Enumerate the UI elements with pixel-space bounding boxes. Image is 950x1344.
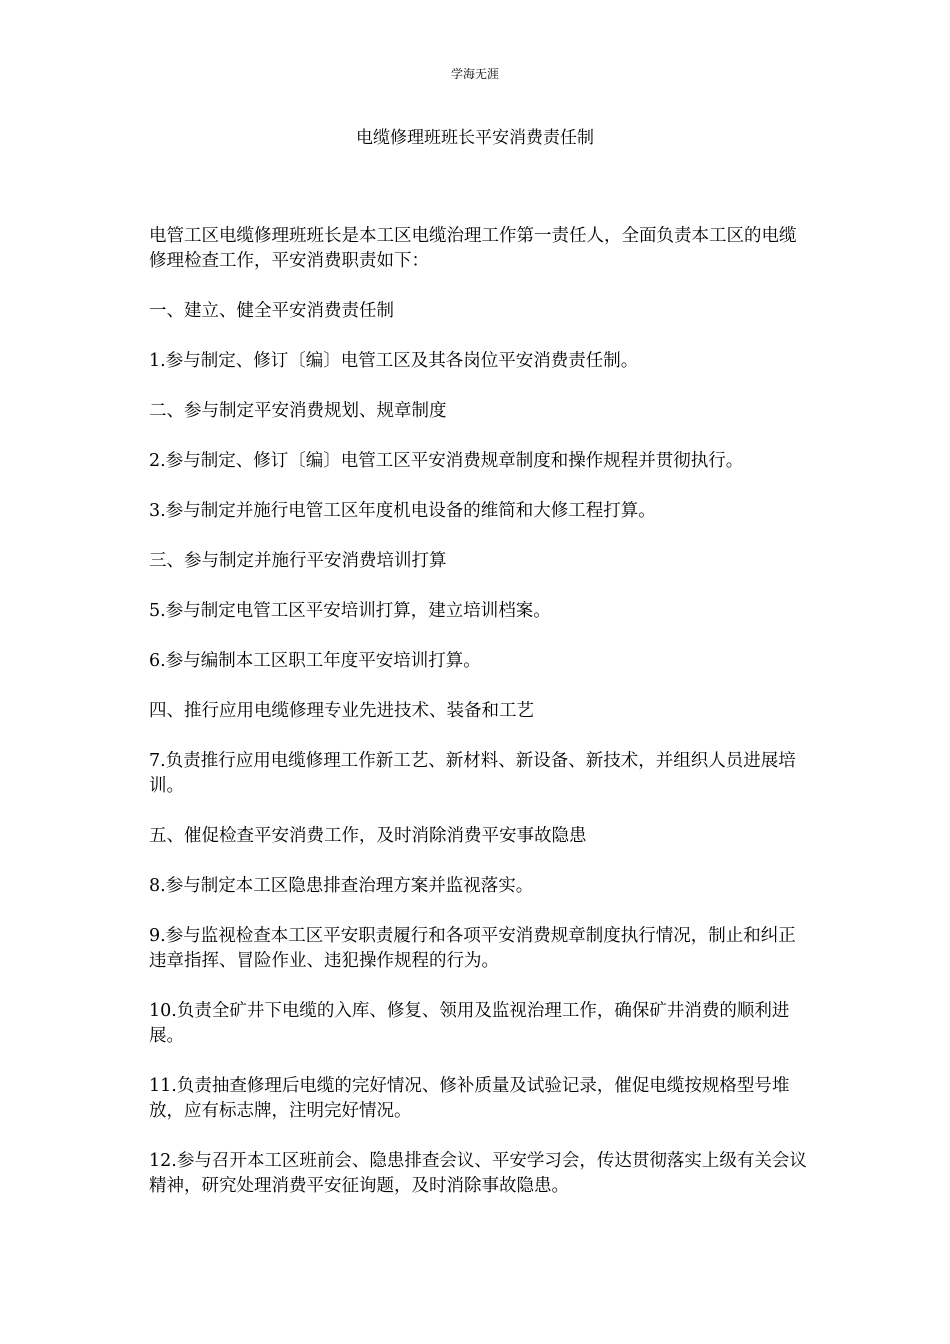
list-item: 5.参与制定电管工区平安培训打算，建立培训档案。 [149, 601, 551, 621]
list-item: 9.参与监视检查本工区平安职责履行和各项平安消费规章制度执行情况，制止和纠正违章指挥、冒险作业、违犯操作规程的行为。 [149, 926, 796, 971]
section-heading-3: 三、参与制定并施行平安消费培训打算 [149, 551, 447, 571]
section-heading-5: 五、催促检查平安消费工作，及时消除消费平安事故隐患 [149, 826, 587, 846]
list-item: 1.参与制定、修订〔编〕电管工区及其各岗位平安消费责任制。 [149, 351, 639, 371]
list-item: 7.负责推行应用电缆修理工作新工艺、新材料、新设备、新技术，并组织人员进展培训。 [149, 751, 796, 796]
section-heading-2: 二、参与制定平安消费规划、规章制度 [149, 401, 447, 421]
list-item: 12.参与召开本工区班前会、隐患排查会议、平安学习会，传达贯彻落实上级有关会议精神，研究处理消费平安征询题，及时消除事故隐患。 [149, 1151, 807, 1196]
list-item: 3.参与制定并施行电管工区年度机电设备的维简和大修工程打算。 [149, 501, 656, 521]
list-item: 8.参与制定本工区隐患排查治理方案并监视落实。 [149, 876, 534, 896]
intro-paragraph: 电管工区电缆修理班班长是本工区电缆治理工作第一责任人，全面负责本工区的电缆修理检查工作，平安消费职责如下： [149, 226, 797, 271]
section-heading-1: 一、建立、健全平安消费责任制 [149, 301, 394, 321]
document-body [149, 224, 809, 1224]
list-item: 10.负责全矿井下电缆的入库、修复、领用及监视治理工作，确保矿井消费的顺利进展。 [149, 1001, 790, 1046]
section-heading-4: 四、推行应用电缆修理专业先进技术、装备和工艺 [149, 701, 534, 721]
list-item: 2.参与制定、修订〔编〕电管工区平安消费规章制度和操作规程并贯彻执行。 [149, 451, 744, 471]
list-item: 11.负责抽查修理后电缆的完好情况、修补质量及试验记录，催促电缆按规格型号堆放，应有标志牌，注明完好情况。 [149, 1076, 790, 1121]
document-title: 电缆修理班班长平安消费责任制 [356, 128, 594, 148]
page-header: 学海无涯 [450, 67, 499, 81]
list-item: 6.参与编制本工区职工年度平安培训打算。 [149, 651, 481, 671]
